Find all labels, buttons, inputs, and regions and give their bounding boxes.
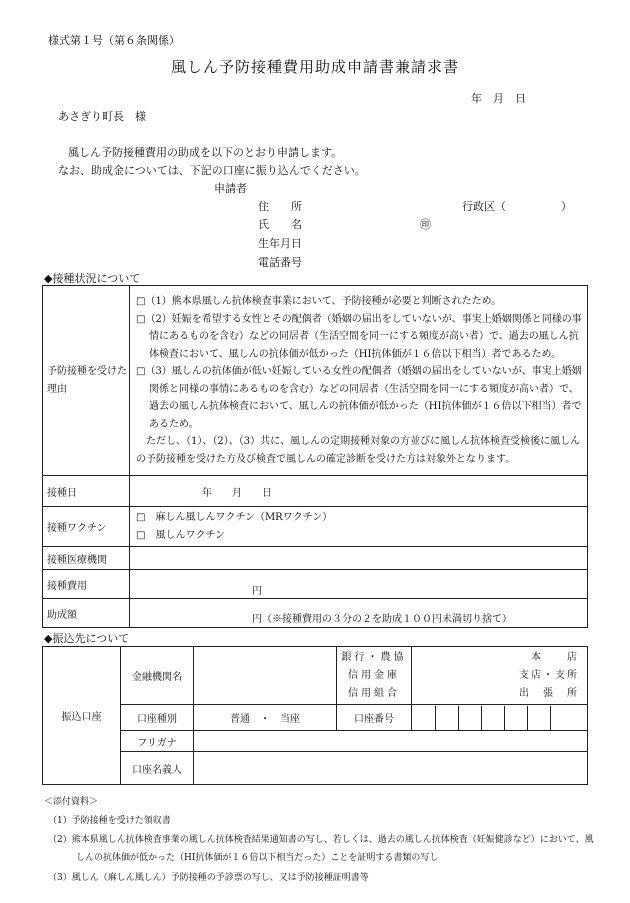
reason-option-3[interactable]: □（3）風しんの抗体価が低い妊娠している女性の配偶者（婚姻の届出をしていないが、事実上婚姻関係と同様の事情にあるものを含む）などの同居者（生活空間を同一にする頻度が高い者）で、過去の風しん抗体検査において、風しんの抗体価が低かった（HI抗体価が１６倍以下相当）者であるため。: [136, 366, 582, 430]
digit-box[interactable]: [412, 706, 435, 730]
reason-cell: [130, 286, 588, 476]
reason-note: ただし、（1）、（2）、（3）共に、風しんの定期接種対象の方並びに風しん抗体検査受検後に風しんの予防接種を受けた方及び検査で風しんの確定診断を受けた方は対象外となります。: [136, 436, 581, 465]
applicant-address-label: 住 所: [258, 200, 302, 213]
digit-box[interactable]: [481, 706, 504, 730]
reason-label: 予防接種を受けた理由: [43, 286, 130, 476]
vaccine-option-rubella[interactable]: □ 風しんワクチン: [136, 529, 225, 541]
page-title: 風しん予防接種費用助成申請書兼請求書: [170, 58, 459, 76]
vaccine-options: [130, 507, 588, 547]
reason-option-2[interactable]: □（2）妊娠を希望する女性とその配偶者（婚姻の届出をしていないが、事実上婚姻関係と同様の事情にあるものを含む）などの同居者（生活空間を同一にする頻度が高い者）で、過去の風しん抗体検査において、風しんの抗体価が低かった（HI抗体価が１６倍以下相当）者であるため。: [136, 313, 582, 360]
clinic-label: 接種医療機関: [43, 547, 130, 570]
branch-type-branch: 支店・支所: [519, 669, 579, 681]
attachment-item-2: （2）熊本県風しん抗体検査事業の風しん抗体検査結果通知書の写し、若しくは、過去の風しん抗体検査（妊娠健診など）において、風: [48, 835, 594, 845]
account-number-label: 口座番号: [337, 705, 412, 731]
vaccine-label: 接種ワクチン: [43, 507, 130, 547]
date-label: 接種日: [43, 476, 130, 507]
applicant-phone-label: 電話番号: [258, 256, 302, 269]
reason-option-1[interactable]: □（1）熊本県風しん抗体検査事業において、予防接種が必要と判断されたため。: [136, 296, 502, 307]
subsidy-field[interactable]: 円（※接種費用の３分の２を助成１００円未満切り捨て）: [130, 599, 588, 628]
holder-label: 口座名義人: [121, 752, 194, 785]
account-label: 振込口座: [43, 647, 121, 785]
account-number-digits: [412, 706, 587, 730]
transfer-table: [42, 646, 588, 785]
intro-line-1: 風しん予防接種費用の助成を以下のとおり申請します。: [68, 146, 343, 159]
bank-type-cell: [337, 647, 412, 705]
digit-box[interactable]: [458, 706, 481, 730]
branch-field[interactable]: [412, 647, 508, 705]
vaccination-date-field[interactable]: 年 月 日: [130, 476, 588, 507]
digit-box[interactable]: [527, 706, 550, 730]
digit-box[interactable]: [435, 706, 458, 730]
attachments-heading: ＜添付資料＞: [44, 797, 99, 807]
vaccine-option-mr[interactable]: □ 麻しん風しんワクチン（MRワクチン）: [136, 511, 333, 523]
applicant-dob-label: 生年月日: [258, 237, 302, 250]
form-number: 様式第１号（第６条関係）: [48, 34, 180, 47]
account-number-field[interactable]: [412, 705, 588, 731]
clinic-field[interactable]: [130, 547, 588, 570]
account-type-label: 口座種別: [121, 705, 194, 731]
bank-type-bank: 銀行・農協: [341, 651, 407, 663]
section-transfer-heading: ◆振込先について: [44, 632, 130, 645]
attachment-item-1: （1）予防接種を受けた領収書: [48, 816, 171, 826]
bank-type-kumiai: 信用組合: [348, 687, 400, 699]
digit-box[interactable]: [504, 706, 527, 730]
bank-type-shinkin: 信用金庫: [348, 669, 400, 681]
applicant-name-label: 氏 名: [258, 218, 302, 231]
section-vaccination-heading: ◆接種状況について: [44, 272, 141, 285]
applicant-label: 申請者: [214, 182, 247, 195]
account-type-field[interactable]: 普通 ・ 当座: [194, 705, 337, 731]
kana-label: フリガナ: [121, 731, 194, 752]
bank-label: 金融機関名: [121, 647, 194, 705]
branch-type-main: 本 店: [531, 651, 579, 663]
kana-field[interactable]: [194, 731, 588, 752]
attachment-item-3: （3）風しん（麻しん風しん）予防接種の予診票の写し、又は予防接種証明書等: [48, 873, 369, 883]
branch-type-office: 出 張 所: [519, 687, 579, 699]
attachment-item-2-cont: しんの抗体価が低かった（HI抗体価が１６倍以下相当だった）ことを証明する書類の写し: [76, 853, 439, 863]
seal-mark: ㊞: [420, 218, 431, 231]
applicant-ward-field[interactable]: 行政区（ ）: [462, 200, 572, 213]
submission-date: 年 月 日: [471, 92, 526, 105]
addressee: あさぎり町長 様: [58, 110, 146, 123]
subsidy-label: 助成額: [43, 599, 130, 628]
vaccination-table: [42, 285, 588, 628]
digit-box[interactable]: [550, 706, 573, 730]
branch-type-cell: [508, 647, 588, 705]
intro-line-2: なお、助成金については、下記の口座に振り込んでください。: [58, 164, 366, 177]
holder-field[interactable]: [194, 752, 588, 785]
cost-label: 接種費用: [43, 570, 130, 599]
cost-field[interactable]: 円: [130, 570, 588, 599]
bank-name-field[interactable]: [194, 647, 337, 705]
